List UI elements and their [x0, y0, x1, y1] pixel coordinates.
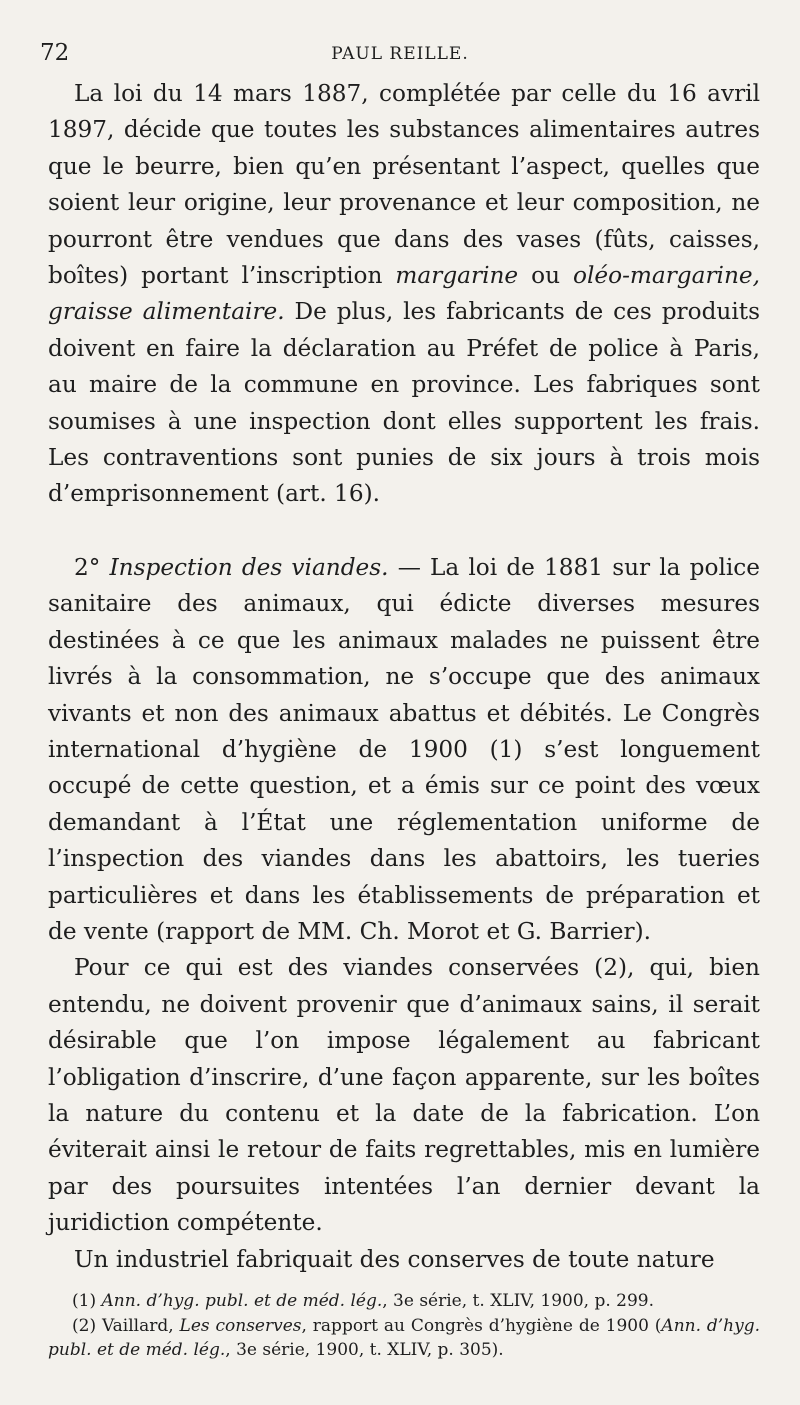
- section-heading: Inspection des viandes.: [109, 553, 389, 581]
- paragraph-meat-inspection: 2° Inspection des viandes. — La loi de 1881 sur la police sanitaire des animaux, qui édicte diverses mesures destinées à ce que les animaux malades ne puissent être livrés à la consommation, ne s’occupe que des animaux vivants et non des animaux abattus et débités. Le Congrès international d’hygiène de 1900 (1) s’est longuement occupé de cette question, et a émis sur ce point des vœux demandant à l’État une réglementation uniforme de l’inspection des viandes dans les abattoirs, les tueries particulières et dans les établissements de préparation et de vente (rapport de MM. Ch. Morot et G. Barrier).: [48, 553, 760, 945]
- footnotes: [48, 1289, 760, 1363]
- paragraph-margarine-law: La loi du 14 mars 1887, complétée par celle du 16 avril 1897, décide que toutes les substances alimentaires autres que le beurre, bien qu’en présentant l’aspect, quelles que soient leur origine, leur provenance et leur composition, ne pourront être vendues que dans des vases (fûts, caisses, boîtes) portant l’inscription margarine ou oléo-margarine, graisse alimentaire. De plus, les fabricants de ces produits doivent en faire la déclaration au Préfet de police à Paris, au maire de la commune en province. Les fabriques sont soumises à une inspection dont elles supportent les frais. Les contraventions sont punies de six jours à trois mois d’emprisonnement (art. 16).: [48, 80, 760, 508]
- running-title: PAUL REILLE.: [331, 44, 469, 64]
- footnote-2: (2) Vaillard, Les conserves, rapport au Congrès d’hygiène de 1900 (Ann. d’hyg. publ. et de méd. lég., 3e série, 1900, t. XLIV, p. 305).: [48, 1315, 761, 1360]
- paragraph-industrialist: Un industriel fabriquait des conserves de toute nature: [74, 1245, 715, 1273]
- page-header: [40, 38, 760, 70]
- footnote-1: (1) Ann. d’hyg. publ. et de méd. lég., 3e série, t. XLIV, 1900, p. 299.: [72, 1291, 655, 1311]
- page-number: 72: [40, 40, 70, 66]
- main-text: [48, 76, 760, 1278]
- paragraph-preserved-meats: Pour ce qui est des viandes conservées (2), qui, bien entendu, ne doivent provenir que d’animaux sains, il serait désirable que l’on impose légalement au fabricant l’obligation d’inscrire, d’une façon apparente, sur les boîtes la nature du contenu et la date de la fabrication. L’on éviterait ainsi le retour de faits regrettables, mis en lumière par des poursuites intentées l’an dernier devant la juridiction compétente.: [48, 954, 760, 1237]
